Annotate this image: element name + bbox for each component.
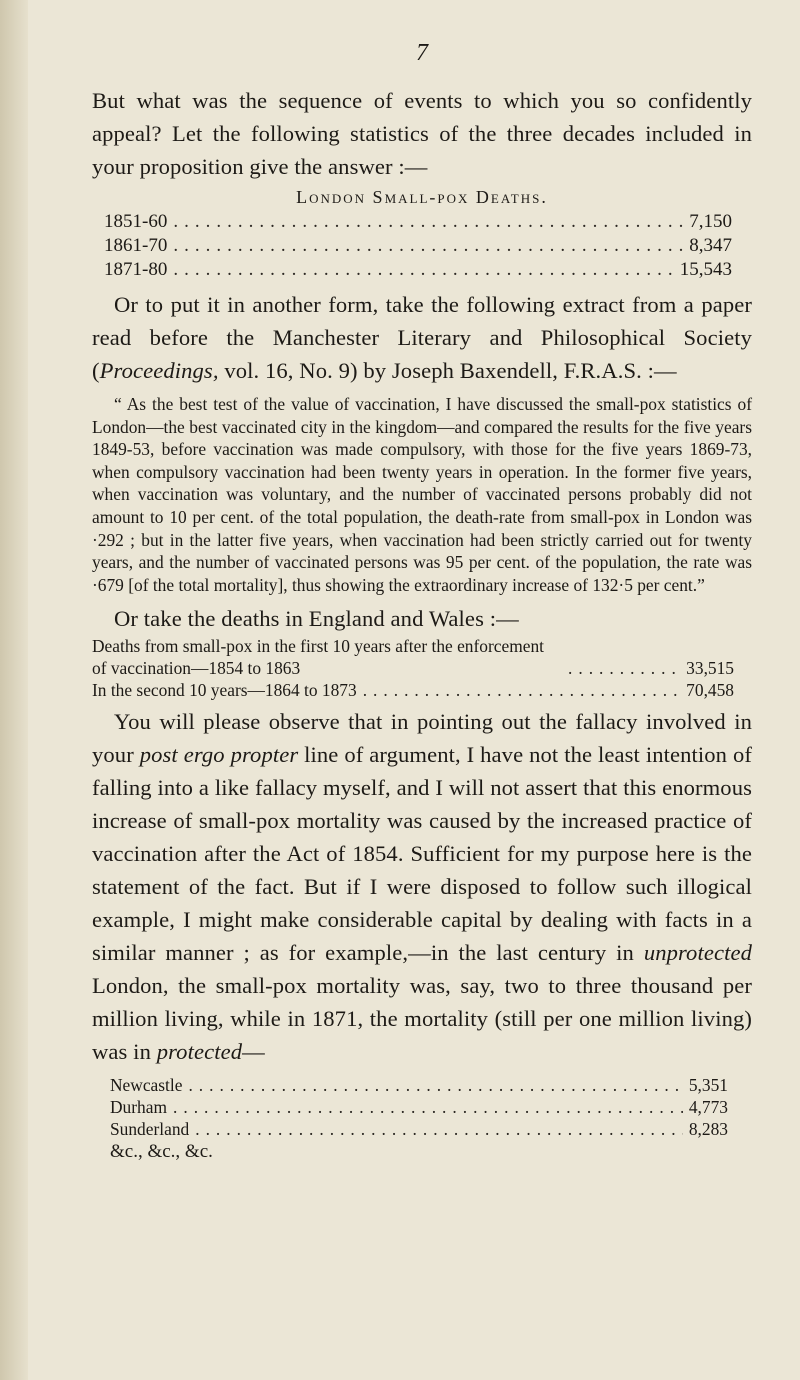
dot-leader xyxy=(363,679,680,701)
row-value: 70,458 xyxy=(686,680,734,701)
table-row xyxy=(104,258,732,282)
page-number: 7 xyxy=(416,40,428,66)
dot-leader xyxy=(173,234,683,258)
town-label: Sunderland xyxy=(110,1119,190,1140)
town-value: 8,283 xyxy=(688,1119,728,1140)
london-table-caption: London Small-pox Deaths. xyxy=(296,187,548,207)
town-value: 4,773 xyxy=(688,1097,728,1118)
etcetera-line: &c., &c., &c. xyxy=(110,1141,213,1163)
proceedings-title: Proceedings, xyxy=(99,358,219,383)
fallacy-text-3: London, the small-pox mortality was, say, two to three thousand per million living, while in 1871, the mortality (still per one million living) was in xyxy=(92,973,752,1065)
row-label: Deaths from small-pox in the first 10 years after the enforcement of vaccination—1854 to 1863 xyxy=(92,636,544,679)
england-wales-table xyxy=(92,635,734,701)
manchester-paragraph xyxy=(92,288,752,387)
period-label: 1851-60 xyxy=(104,211,168,232)
fallacy-text-1: You will please observe that in pointing out the fallacy involved in your xyxy=(92,709,752,768)
table-row xyxy=(92,635,734,679)
dot-leader xyxy=(173,210,683,234)
table-row xyxy=(110,1096,728,1118)
manchester-text-before: Or to put it in another form, take the following extract from a paper read before the Manchester Literary and Philosophical Society ( xyxy=(92,292,752,383)
table-row xyxy=(92,679,734,701)
row-label: In the second 10 years—1864 to 1873 xyxy=(92,680,357,701)
protected-word: protected xyxy=(156,1039,243,1065)
post-ergo-propter-phrase: post ergo propter xyxy=(139,742,299,768)
intro-paragraph: But what was the sequence of events to which you so confidently appeal? Let the following statistics of the three decades included in your proposition give the answer :— xyxy=(92,88,752,179)
fallacy-paragraph xyxy=(92,705,752,1068)
deaths-value: 7,150 xyxy=(689,211,732,232)
fallacy-text-2: line of argument, I have not the least intention of falling into a like fallacy myself, and I will not assert that this enormous increase of small-pox mortality was caused by the increased practice of vaccination after the Act of 1854. Sufficient for my purpose here is the statement of the fact. But if I were disposed to follow such illogical example, I might make considerable capital by dealing with facts in a similar manner ; as for example,—in the last century in xyxy=(92,742,752,966)
period-label: 1871-80 xyxy=(104,259,168,280)
england-wales-intro: Or take the deaths in England and Wales :— xyxy=(114,606,519,632)
fallacy-text-4: — xyxy=(242,1039,265,1065)
row-value: 33,515 xyxy=(686,658,734,679)
table-row xyxy=(104,234,732,258)
manchester-text-after: vol. 16, No. 9) by Joseph Baxendell, F.R.A.S. :— xyxy=(218,358,677,383)
town-label: Newcastle xyxy=(110,1075,183,1096)
table-row xyxy=(110,1118,728,1140)
deaths-value: 8,347 xyxy=(689,235,732,256)
town-label: Durham xyxy=(110,1097,167,1118)
page-edge xyxy=(0,0,28,1380)
deaths-value: 15,543 xyxy=(679,259,732,280)
dot-leader xyxy=(173,1096,683,1118)
document-page xyxy=(92,0,752,1164)
dot-leader xyxy=(173,258,673,282)
dot-leader xyxy=(195,1118,683,1140)
period-label: 1861-70 xyxy=(104,235,168,256)
town-value: 5,351 xyxy=(688,1075,728,1096)
towns-table xyxy=(110,1074,728,1140)
unprotected-word: unprotected xyxy=(643,940,752,966)
table-row xyxy=(110,1074,728,1096)
table-row xyxy=(104,210,732,234)
baxendell-quote: “ As the best test of the value of vaccination, I have discussed the small-pox statistics of London—the best vaccinated city in the kingdom—and compared the results for the five years 1849-53, before vaccination was made compulsory, with those for the five years 1869-73, when compulsory vaccination had been twenty years in operation. In the former five years, when vaccination was voluntary, and the number of vaccinated persons probably did not amount to 10 per cent. of the total population, the death-rate from small-pox in London was ·292 ; but in the latter five years, when vaccination had been strictly carried out for twenty years, and the number of vaccinated persons was 95 per cent. of the population, the rate was ·679 [of the total mortality], thus showing the extraordinary increase of 132·5 per cent.” xyxy=(92,394,752,595)
dot-leader xyxy=(568,657,680,679)
london-smallpox-table xyxy=(104,210,732,282)
dot-leader xyxy=(188,1074,682,1096)
